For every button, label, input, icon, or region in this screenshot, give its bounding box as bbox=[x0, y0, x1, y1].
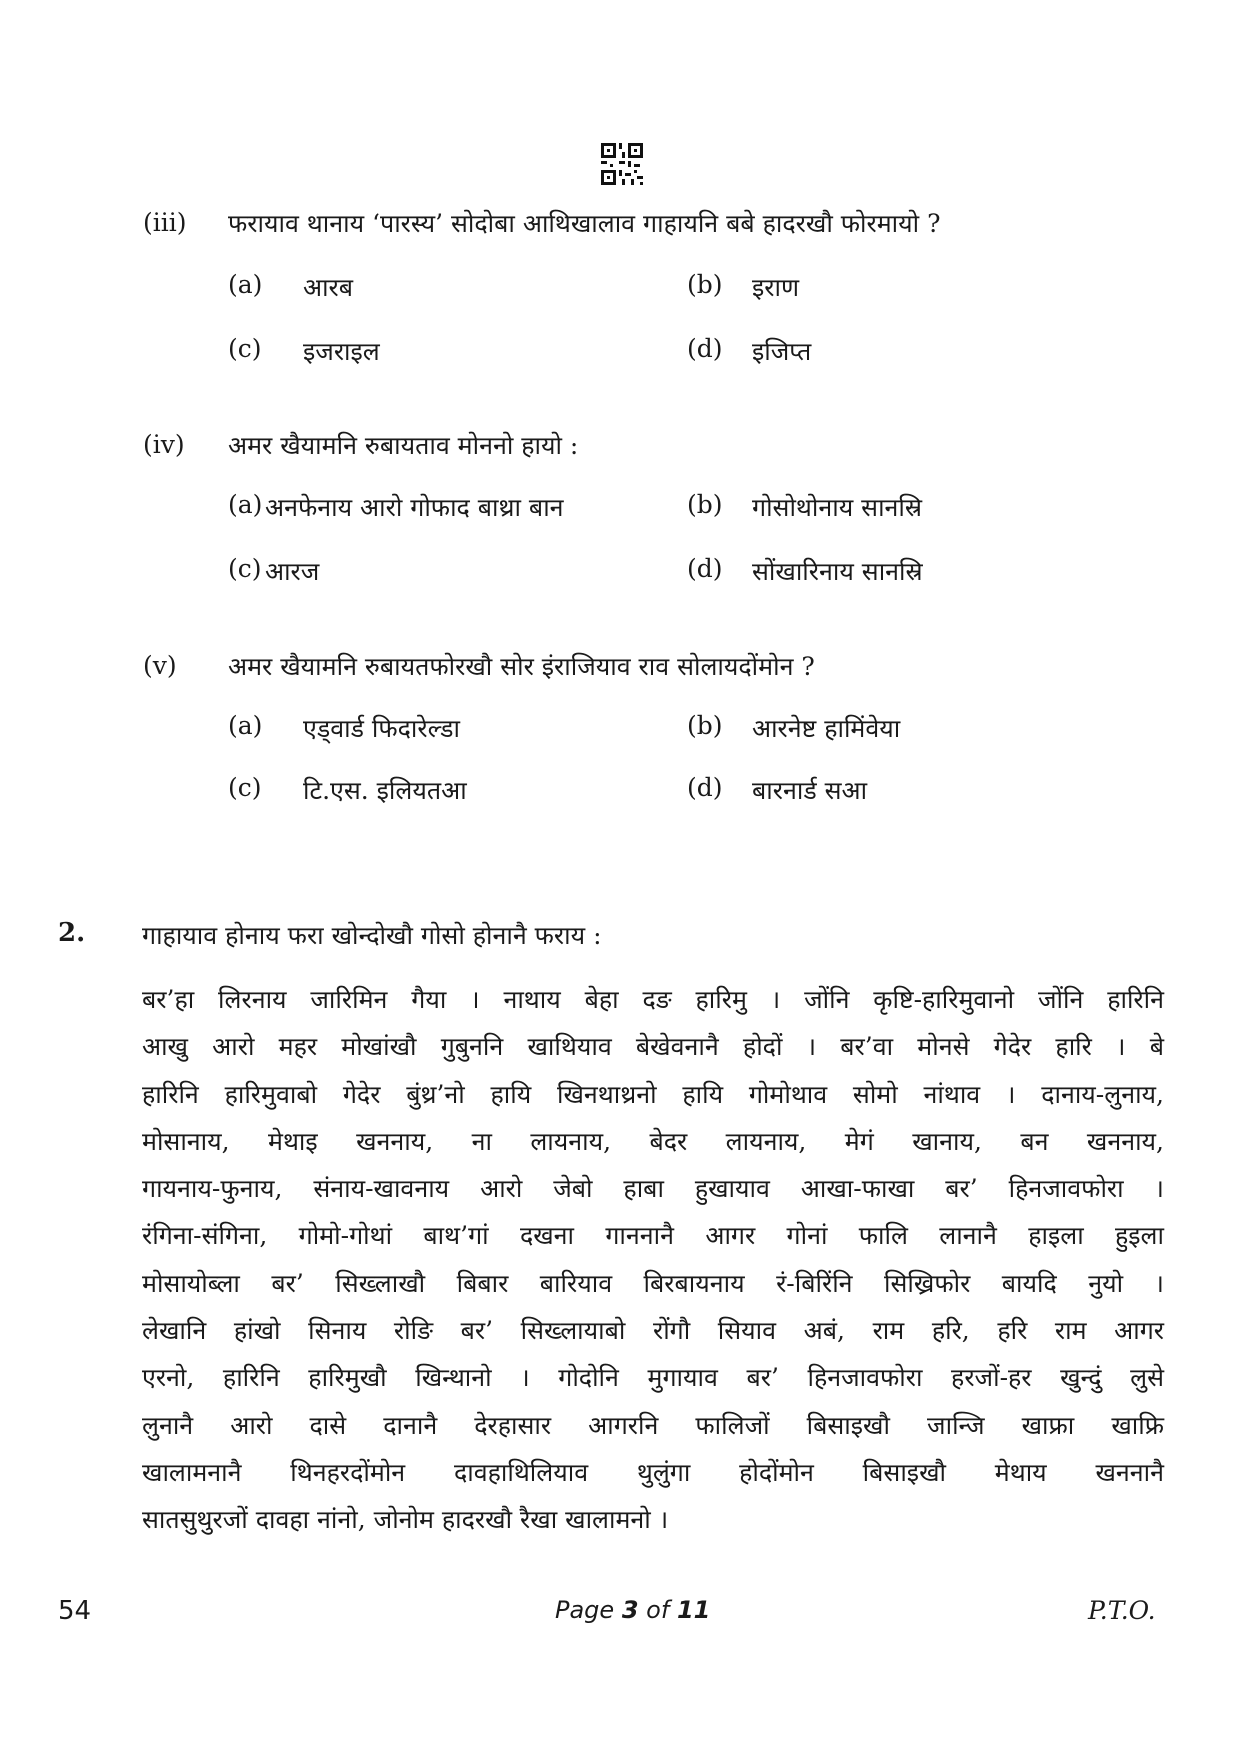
question-number: (v) bbox=[143, 651, 177, 680]
option-text: बारनार्ड सआ bbox=[752, 776, 868, 805]
page-total: 11 bbox=[676, 1596, 711, 1624]
page-indicator bbox=[555, 1596, 710, 1624]
passage-line: आखु आरो महर मोखांखौ गुबुननि खाथियाव बेखेवनानै होदों । बर’वा मोनसे गेदेर हारि । बे bbox=[142, 1032, 1164, 1062]
option-letter: (d) bbox=[687, 773, 723, 802]
option-letter: (a) bbox=[228, 490, 263, 519]
passage-line: लुनानै आरो दासे दानानै देरहासार आगरनि फालिजों बिसाइखौ जान्जि खाफ्रा खाफ्रि bbox=[142, 1410, 1164, 1440]
option-letter: (b) bbox=[687, 711, 723, 740]
option-text: एड्वार्ड फिदारेल्डा bbox=[303, 714, 460, 743]
pto-label: P.T.O. bbox=[1088, 1596, 1156, 1625]
passage-line: एरनो, हारिनि हारिमुखौ खिन्थानो । गोदोनि मुगायाव बर’ हिनजावफोरा हरजों-हर खुन्दुं लुसे bbox=[142, 1363, 1164, 1393]
option-text: आरब bbox=[303, 273, 354, 302]
option-text: इजिप्त bbox=[752, 337, 812, 366]
option-letter: (d) bbox=[687, 334, 723, 363]
question-text: फरायाव थानाय ‘पारस्य’ सोदोबा आथिखालाव गाहायनि बबे हादरखौ फोरमायो ? bbox=[228, 209, 941, 238]
passage-line: हारिनि हारिमुवाबो गेदेर बुंथ्र’नो हायि खिनथाथ्रनो हायि गोमोथाव सोमो नांथाव । दानाय-लुनाय, bbox=[142, 1079, 1164, 1109]
page-number: 3 bbox=[621, 1596, 639, 1624]
passage-line: रंगिना-संगिना, गोमो-गोथां बाथ’गां दखना गाननानै आगर गोनां फालि लानानै हाइला हुइला bbox=[142, 1221, 1164, 1251]
option-text: इजराइल bbox=[303, 337, 380, 366]
option-letter: (b) bbox=[687, 490, 723, 519]
passage-line: खालामनानै थिनहरदोंमोन दावहाथिलियाव थुलुंगा होदोंमोन बिसाइखौ मेथाय खननानै bbox=[142, 1457, 1164, 1487]
option-letter: (d) bbox=[687, 554, 723, 583]
page-of: of bbox=[646, 1596, 670, 1624]
question-text: अमर खैयामनि रुबायतफोरखौ सोर इंराजियाव राव सोलायदोंमोन ? bbox=[228, 652, 815, 681]
option-text: अनफेनाय आरो गोफाद बाथ्रा बान bbox=[265, 493, 564, 522]
passage-line: मोसानाय, मेथाइ खननाय, ना लायनाय, बेदर लायनाय, मेगं खानाय, बन खननाय, bbox=[142, 1126, 1164, 1156]
passage-line: लेखानि हांखो सिनाय रोङि बर’ सिख्लायाबो रोंगौ सियाव अबं, राम हरि, हरि राम आगर bbox=[142, 1316, 1164, 1346]
section-instruction: गाहायाव होनाय फरा खोन्दोखौ गोसो होनानै फराय : bbox=[142, 921, 602, 950]
section-number: 2. bbox=[58, 918, 86, 948]
option-text: गोसोथोनाय सानस्रि bbox=[752, 493, 923, 522]
question-number: (iii) bbox=[143, 208, 187, 237]
passage-line: गायनाय-फुनाय, संनाय-खावनाय आरो जेबो हाबा हुखायाव आखा-फाखा बर’ हिनजावफोरा । bbox=[142, 1174, 1164, 1204]
option-letter: (b) bbox=[687, 270, 723, 299]
passage bbox=[142, 976, 1164, 1544]
qr-code-icon bbox=[601, 143, 643, 185]
option-letter: (a) bbox=[228, 270, 263, 299]
option-text: इराण bbox=[752, 273, 800, 302]
option-text: आरनेष्ट हामिंवेया bbox=[752, 714, 901, 743]
question-text: अमर खैयामनि रुबायताव मोननो हायो : bbox=[228, 431, 579, 460]
page-prefix: Page bbox=[555, 1596, 615, 1624]
passage-line: बर’हा लिरनाय जारिमिन गैया । नाथाय बेहा दङ हारिमु । जोंनि कृष्टि-हारिमुवानो जोंनि हारिनि bbox=[142, 985, 1164, 1014]
option-letter: (c) bbox=[228, 554, 262, 583]
option-letter: (c) bbox=[228, 773, 262, 802]
option-text: सोंखारिनाय सानस्रि bbox=[752, 557, 923, 586]
question-number: (iv) bbox=[143, 430, 185, 459]
paper-code: 54 bbox=[58, 1596, 92, 1626]
option-text: टि.एस. इलियतआ bbox=[303, 776, 467, 805]
option-letter: (a) bbox=[228, 711, 263, 740]
option-letter: (c) bbox=[228, 334, 262, 363]
passage-line: मोसायोब्ला बर’ सिख्लाखौ बिबार बारियाव बिरबायनाय रं-बिरिंनि सिख्रिफोर बायदि नुयो । bbox=[142, 1268, 1164, 1298]
passage-line: सातसुथुरजों दावहा नांनो, जोनोम हादरखौ रैखा खालामनो । bbox=[142, 1505, 669, 1535]
option-text: आरज bbox=[265, 557, 320, 586]
